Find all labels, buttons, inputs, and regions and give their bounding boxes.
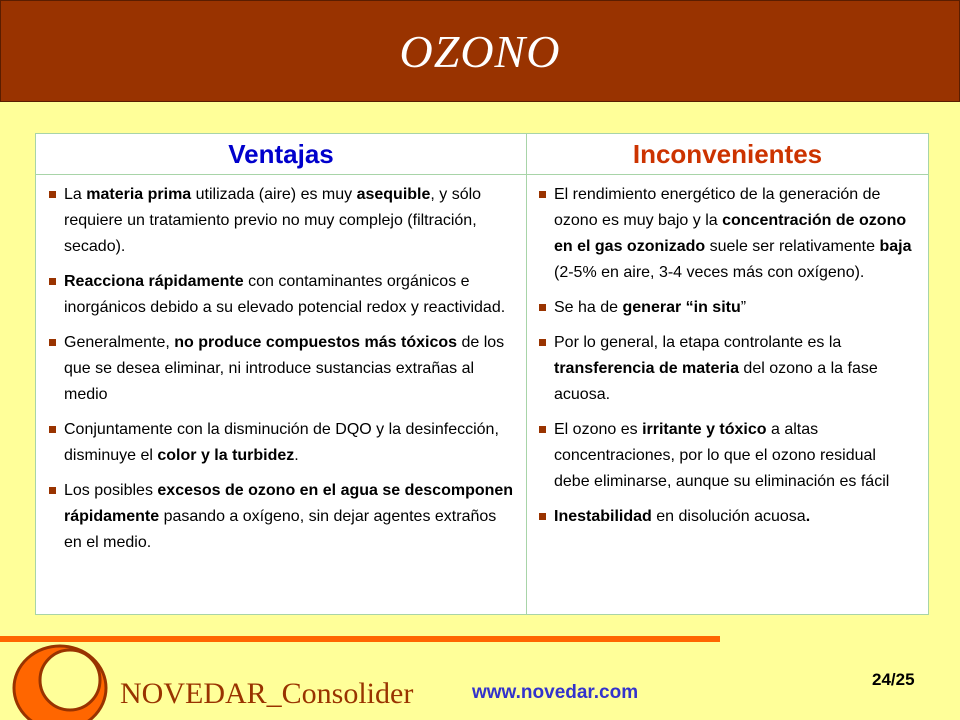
ventaja-item bbox=[46, 330, 518, 408]
inconveniente-item bbox=[536, 504, 916, 530]
ventaja-item bbox=[46, 417, 518, 469]
bullet-icon bbox=[539, 191, 546, 198]
bullet-icon bbox=[539, 339, 546, 346]
item-text: Se ha de bbox=[554, 299, 623, 316]
bullet-icon bbox=[49, 426, 56, 433]
emphasized-text: Reacciona rápidamente bbox=[64, 273, 244, 290]
emphasized-text: concentración de ozono en el gas ozonizado bbox=[554, 212, 907, 255]
item-text: La bbox=[64, 186, 87, 203]
item-text: El rendimiento energético de la generación de ozono es muy bajo y la bbox=[554, 186, 881, 229]
item-text: ” bbox=[740, 299, 747, 316]
item-text: del ozono a la fase acuosa. bbox=[554, 360, 878, 403]
emphasized-text: transferencia de materia bbox=[554, 360, 739, 377]
emphasized-text: . bbox=[805, 508, 811, 525]
ventaja-item bbox=[46, 269, 518, 321]
emphasized-text: irritante y tóxico bbox=[642, 421, 767, 438]
item-text: a altas concentraciones, por lo que el ozono residual debe eliminarse, aunque su eliminación es fácil bbox=[554, 421, 890, 490]
item-text: suele ser relativamente bbox=[705, 238, 880, 255]
bullet-icon bbox=[49, 278, 56, 285]
ventajas-column bbox=[46, 182, 518, 565]
item-text: Conjuntamente con la disminución de DQO y la desinfección, disminuye el bbox=[64, 421, 499, 464]
bullet-icon bbox=[539, 513, 546, 520]
bullet-icon bbox=[49, 339, 56, 346]
emphasized-text: excesos de ozono en el agua se descomponen rápidamente bbox=[64, 482, 514, 525]
item-text: Los posibles bbox=[64, 482, 158, 499]
table-header-row bbox=[36, 134, 928, 175]
emphasized-text: generar “in situ bbox=[622, 299, 741, 316]
logo-icon bbox=[10, 638, 128, 720]
ventajas-heading: Ventajas bbox=[228, 139, 334, 169]
title-bar bbox=[0, 0, 960, 102]
inconvenientes-column bbox=[536, 182, 916, 539]
ventaja-item bbox=[46, 182, 518, 260]
item-text: en disolución acuosa bbox=[651, 508, 806, 525]
bullet-icon bbox=[539, 426, 546, 433]
item-text: . bbox=[294, 447, 299, 464]
emphasized-text: color y la turbidez bbox=[157, 447, 295, 464]
inconveniente-item bbox=[536, 182, 916, 286]
inconveniente-item bbox=[536, 330, 916, 408]
website-link[interactable]: www.novedar.com bbox=[472, 682, 639, 703]
comparison-table bbox=[35, 133, 929, 615]
emphasized-text: materia prima bbox=[86, 186, 192, 203]
column-divider bbox=[526, 134, 527, 614]
item-text: Por lo general, la etapa controlante es la bbox=[554, 334, 842, 351]
ventaja-item bbox=[46, 478, 518, 556]
ventajas-list bbox=[46, 182, 518, 556]
bullet-icon bbox=[49, 487, 56, 494]
emphasized-text: no produce compuestos más tóxicos bbox=[174, 334, 458, 351]
item-text: con contaminantes orgánicos e inorgánicos debido a su elevado potencial redox y reactividad. bbox=[64, 273, 506, 316]
item-text: (2-5% en aire, 3-4 veces más con oxígeno). bbox=[554, 264, 865, 281]
emphasized-text: asequible bbox=[356, 186, 431, 203]
item-text: pasando a oxígeno, sin dejar agentes extraños en el medio. bbox=[64, 508, 497, 551]
inconveniente-item bbox=[536, 417, 916, 495]
item-text: El ozono es bbox=[554, 421, 643, 438]
item-text: de los que se desea eliminar, ni introduce sustancias extrañas al medio bbox=[64, 334, 505, 403]
slide-title: OZONO bbox=[399, 25, 561, 77]
item-text: utilizada (aire) es muy bbox=[191, 186, 357, 203]
item-text: Generalmente, bbox=[64, 334, 175, 351]
inconveniente-item bbox=[536, 295, 916, 321]
emphasized-text: Inestabilidad bbox=[554, 508, 652, 525]
inconvenientes-heading: Inconvenientes bbox=[632, 139, 823, 169]
brand-name: NOVEDAR_Consolider bbox=[120, 677, 414, 710]
bullet-icon bbox=[539, 304, 546, 311]
inconvenientes-list bbox=[536, 182, 916, 530]
bullet-icon bbox=[49, 191, 56, 198]
page-number: 24/25 bbox=[872, 670, 915, 689]
item-text: , y sólo requiere un tratamiento previo no muy complejo (filtración, secado). bbox=[64, 186, 482, 255]
emphasized-text: baja bbox=[879, 238, 912, 255]
